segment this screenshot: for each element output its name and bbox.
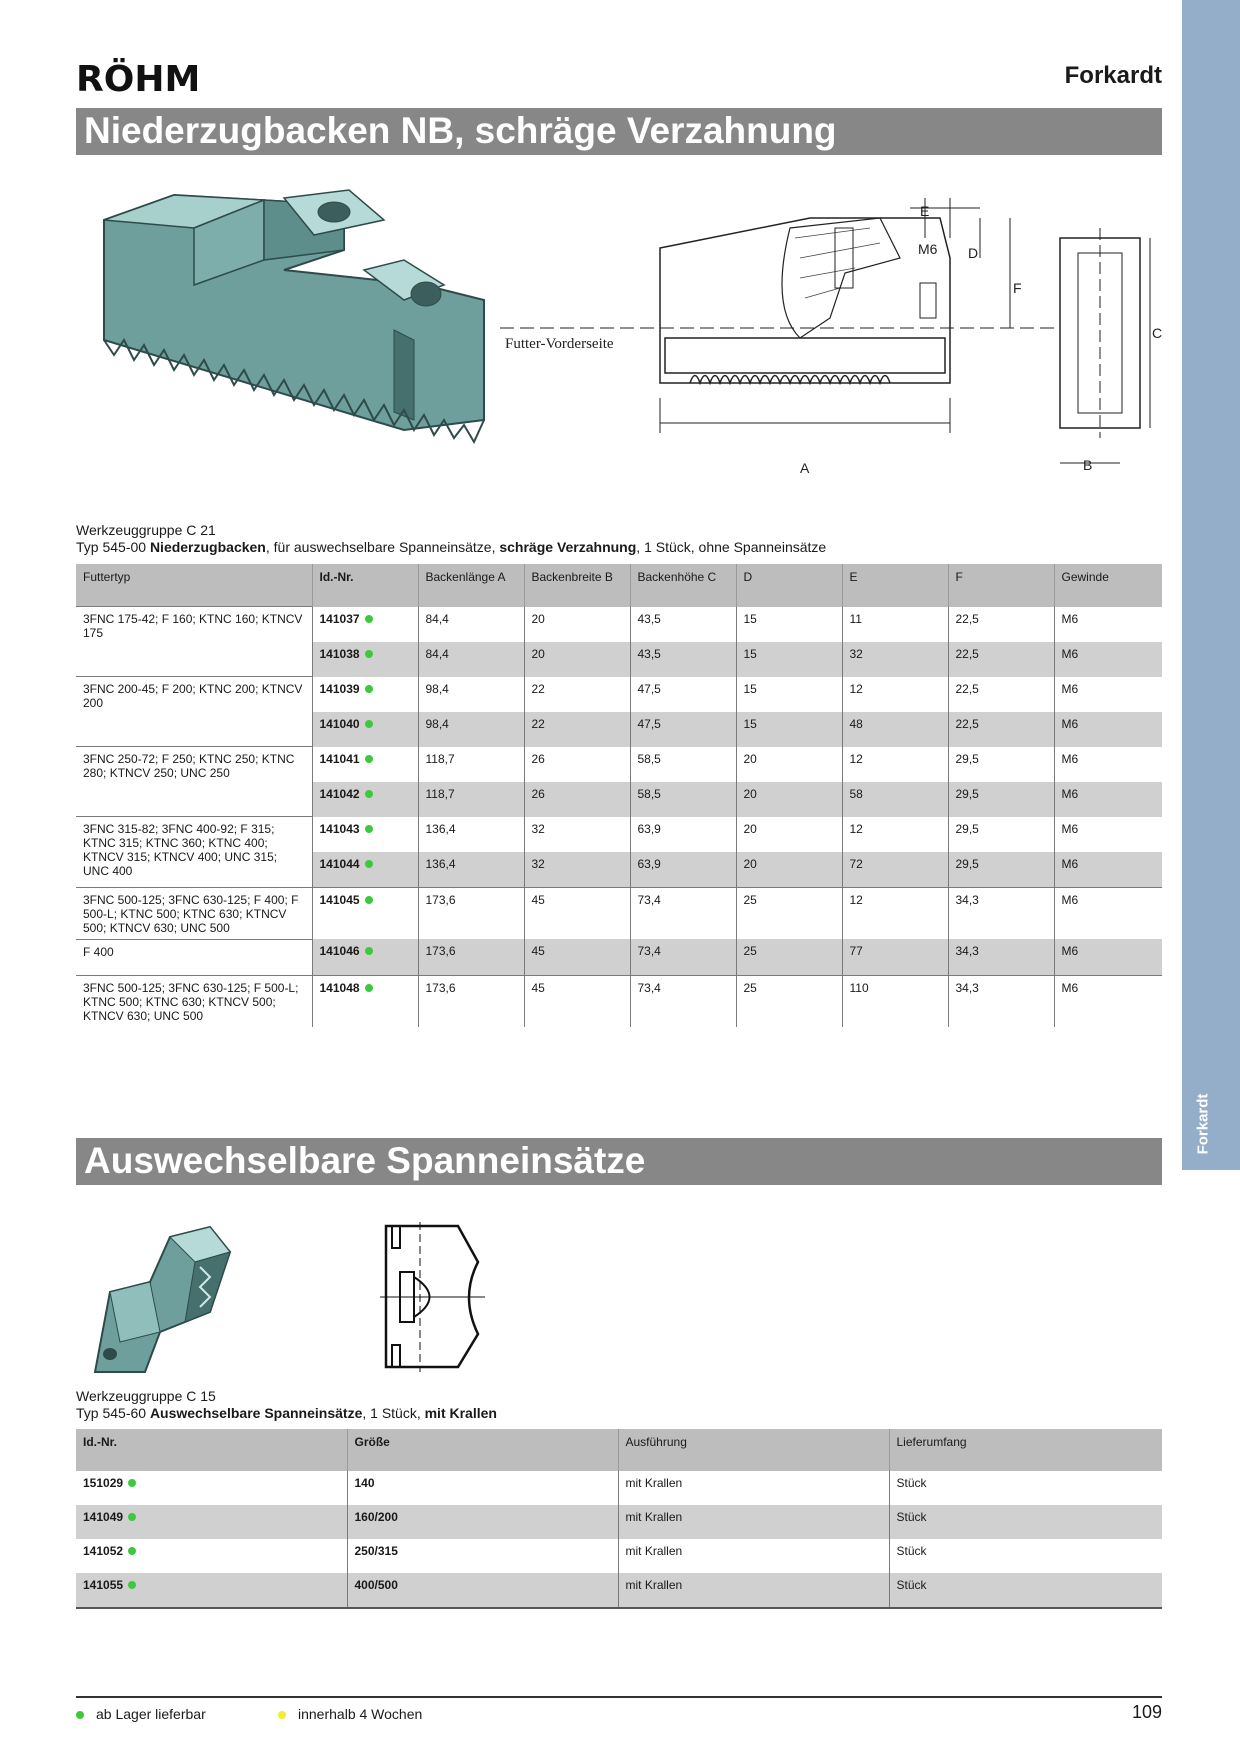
cell-e: 12 — [842, 677, 948, 712]
cell-e: 11 — [842, 607, 948, 642]
cell-thread: M6 — [1061, 751, 1079, 766]
product-image-jaw — [84, 190, 484, 495]
section-title-spanneinsaetze: Auswechselbare Spanneinsätze — [76, 1138, 1162, 1185]
legend-four-weeks: innerhalb 4 Wochen — [278, 1706, 422, 1722]
table-row — [76, 817, 1162, 852]
cell-design: mit Krallen — [618, 1573, 889, 1608]
cell-c: 73,4 — [630, 939, 736, 975]
col-header: Ausführung — [618, 1429, 889, 1471]
cell-chuck-types: 3FNC 500-125; 3FNC 630-125; F 500-L; KTNC 500; KTNC 630; KTNCV 500; KTNCV 630; UNC 500 — [76, 975, 312, 1027]
cell-id: 141044 — [312, 852, 418, 888]
label-dim-b: B — [1083, 457, 1093, 473]
col-header: Futtertyp — [76, 564, 312, 607]
cell-thread: M6 — [1061, 681, 1079, 696]
cell-a: 84,4 — [418, 607, 524, 642]
cell-e: 12 — [842, 817, 948, 852]
cell-thread: M6 — [1054, 642, 1162, 677]
cell-thread: M6 — [1061, 611, 1079, 626]
cell-id: 141052 — [76, 1539, 347, 1573]
availability-dot — [365, 984, 373, 992]
cell-d: 15 — [736, 712, 842, 747]
cell-e: 58 — [842, 782, 948, 817]
label-dim-f: F — [1013, 280, 1022, 296]
cell-size: 250/315 — [347, 1539, 618, 1573]
cell-b: 45 — [524, 939, 630, 975]
cell-d: 15 — [736, 607, 842, 642]
table-row — [76, 677, 1162, 712]
cell-scope: Stück — [889, 1573, 1162, 1608]
availability-dot — [128, 1479, 136, 1487]
table-header-row — [76, 564, 1162, 607]
cell-d: 20 — [736, 747, 842, 782]
cell-thread: M6 — [1054, 852, 1162, 888]
cell-id: 141038 — [312, 642, 418, 677]
cell-c: 73,4 — [630, 975, 736, 1027]
page-number: 109 — [1131, 1702, 1162, 1722]
cell-id: 141041 — [312, 747, 418, 782]
yellow-dot-icon — [278, 1711, 286, 1719]
cell-f: 22,5 — [948, 677, 1054, 712]
cell-a: 136,4 — [418, 852, 524, 888]
cell-e: 77 — [842, 939, 948, 975]
cell-d: 25 — [736, 939, 842, 975]
cell-chuck-types: 3FNC 175-42; F 160; KTNC 160; KTNCV 175 — [76, 607, 312, 677]
cell-id: 141045 — [312, 887, 418, 939]
side-tab-label: Forkardt — [1194, 1093, 1212, 1155]
label-dim-e: E — [920, 203, 930, 219]
availability-dot — [365, 650, 373, 658]
cell-id: 151029 — [76, 1471, 347, 1505]
cell-id: 141040 — [312, 712, 418, 747]
cell-e: 32 — [842, 642, 948, 677]
cell-f: 29,5 — [948, 852, 1054, 888]
cell-size: 400/500 — [347, 1573, 618, 1608]
availability-dot — [365, 896, 373, 904]
cell-d: 20 — [736, 852, 842, 888]
col-header: Id.-Nr. — [76, 1429, 347, 1471]
cell-b: 22 — [524, 712, 630, 747]
cell-c: 47,5 — [630, 712, 736, 747]
cell-id: 141042 — [312, 782, 418, 817]
cell-a: 173,6 — [418, 975, 524, 1027]
cell-design: mit Krallen — [618, 1471, 889, 1505]
cell-chuck-types: 3FNC 250-72; F 250; KTNC 250; KTNC 280; KTNCV 250; UNC 250 — [76, 747, 312, 817]
logo-lettering: RÖHM — [76, 59, 201, 100]
cell-c: 43,5 — [630, 642, 736, 677]
cell-scope: Stück — [896, 1476, 927, 1490]
cell-a: 118,7 — [418, 747, 524, 782]
table-row — [76, 887, 1162, 939]
cell-b: 20 — [524, 642, 630, 677]
cell-id: 141039 — [312, 677, 418, 712]
cell-a: 84,4 — [418, 642, 524, 677]
caption-type-545-60: Typ 545-60 Auswechselbare Spanneinsätze, 1 Stück, mit Krallen — [76, 1405, 497, 1421]
cell-id: 141049 — [76, 1505, 347, 1539]
col-header: Backenhöhe C — [630, 564, 736, 607]
section-title-niederzugbacken: Niederzugbacken NB, schräge Verzahnung — [76, 108, 1162, 155]
table-row — [76, 939, 1162, 975]
green-dot-icon — [76, 1711, 84, 1719]
cell-id: 141043 — [312, 817, 418, 852]
cell-a: 118,7 — [418, 782, 524, 817]
cell-a: 136,4 — [418, 817, 524, 852]
availability-dot — [365, 825, 373, 833]
cell-b: 45 — [524, 887, 630, 939]
cell-b: 20 — [524, 607, 630, 642]
cell-thread: M6 — [1054, 782, 1162, 817]
product-image-insert — [90, 1222, 240, 1377]
cell-thread: M6 — [1061, 821, 1079, 836]
label-dim-c: C — [1152, 325, 1163, 341]
table-niederzugbacken — [76, 564, 1162, 1027]
cell-f: 34,3 — [948, 887, 1054, 939]
col-header: E — [842, 564, 948, 607]
availability-dot — [365, 720, 373, 728]
cell-c: 63,9 — [630, 852, 736, 888]
cell-e: 12 — [842, 887, 948, 939]
cell-c: 58,5 — [630, 782, 736, 817]
label-dim-a: A — [800, 460, 810, 476]
col-header: Gewinde — [1054, 564, 1162, 607]
cell-f: 22,5 — [948, 642, 1054, 677]
cell-id: 141037 — [312, 607, 418, 642]
cell-scope: Stück — [896, 1544, 927, 1558]
cell-thread: M6 — [1054, 939, 1162, 975]
cell-f: 29,5 — [948, 747, 1054, 782]
cell-chuck-types: 3FNC 315-82; 3FNC 400-92; F 315; KTNC 315; KTNC 360; KTNC 400; KTNCV 315; KTNCV 400; UNC 315; UNC 400 — [76, 817, 312, 888]
cell-a: 173,6 — [418, 939, 524, 975]
cell-d: 25 — [736, 975, 842, 1027]
legend-available: ab Lager lieferbar — [76, 1706, 206, 1722]
cell-e: 48 — [842, 712, 948, 747]
cell-d: 15 — [736, 677, 842, 712]
cell-a: 98,4 — [418, 712, 524, 747]
cell-scope: Stück — [889, 1505, 1162, 1539]
table-row — [76, 1573, 1162, 1608]
caption-type-545-00: Typ 545-00 Niederzugbacken, für auswechselbare Spanneinsätze, schräge Verzahnung, 1 Stück, ohne Spanneinsätze — [76, 539, 827, 555]
cell-c: 43,5 — [630, 607, 736, 642]
cell-design: mit Krallen — [618, 1505, 889, 1539]
cell-b: 32 — [524, 852, 630, 888]
side-tab — [1182, 0, 1240, 1170]
cell-e: 12 — [842, 747, 948, 782]
col-header: Backenlänge A — [418, 564, 524, 607]
col-header: Größe — [347, 1429, 618, 1471]
roehm-logo — [76, 58, 212, 99]
availability-dot — [128, 1547, 136, 1555]
cell-b: 45 — [524, 975, 630, 1027]
table-row — [76, 1539, 1162, 1573]
availability-dot — [365, 947, 373, 955]
cell-size: 160/200 — [347, 1505, 618, 1539]
col-header: Id.-Nr. — [312, 564, 418, 607]
col-header: Backenbreite B — [524, 564, 630, 607]
cell-a: 98,4 — [418, 677, 524, 712]
availability-dot — [365, 615, 373, 623]
table-row — [76, 1471, 1162, 1505]
cell-id: 141046 — [312, 939, 418, 975]
cell-a: 173,6 — [418, 887, 524, 939]
table-header-row — [76, 1429, 1162, 1471]
cell-f: 22,5 — [948, 607, 1054, 642]
cell-b: 26 — [524, 747, 630, 782]
table-row — [76, 1505, 1162, 1539]
cell-size: 140 — [347, 1471, 618, 1505]
col-header: Lieferumfang — [889, 1429, 1162, 1471]
availability-dot — [128, 1581, 136, 1589]
cell-c: 63,9 — [630, 817, 736, 852]
cell-design: mit Krallen — [618, 1539, 889, 1573]
caption-group-c21: Werkzeuggruppe C 21 — [76, 522, 216, 538]
cell-chuck-types: 3FNC 500-125; 3FNC 630-125; F 400; F 500-L; KTNC 500; KTNC 630; KTNCV 500; KTNCV 630; UNC 500 — [76, 887, 312, 939]
cell-f: 34,3 — [948, 939, 1054, 975]
cell-d: 20 — [736, 782, 842, 817]
cell-chuck-types: F 400 — [76, 939, 312, 975]
availability-dot — [365, 755, 373, 763]
cell-id: 141048 — [312, 975, 418, 1027]
table-row — [76, 747, 1162, 782]
cell-thread: M6 — [1054, 887, 1162, 939]
cell-d: 20 — [736, 817, 842, 852]
label-thread: M6 — [918, 241, 938, 257]
availability-dot — [365, 790, 373, 798]
cell-thread: M6 — [1054, 712, 1162, 747]
cell-d: 25 — [736, 887, 842, 939]
cell-c: 58,5 — [630, 747, 736, 782]
footer-divider — [76, 1696, 1162, 1698]
cell-d: 15 — [736, 642, 842, 677]
brand-name: Forkardt — [1064, 62, 1162, 89]
caption-group-c15: Werkzeuggruppe C 15 — [76, 1388, 216, 1404]
cell-c: 47,5 — [630, 677, 736, 712]
cell-b: 32 — [524, 817, 630, 852]
cell-e: 72 — [842, 852, 948, 888]
label-dim-d: D — [968, 245, 979, 261]
cell-f: 29,5 — [948, 817, 1054, 852]
technical-drawing-insert — [380, 1222, 490, 1377]
cell-b: 22 — [524, 677, 630, 712]
technical-drawing-jaw — [500, 198, 1163, 488]
cell-f: 22,5 — [948, 712, 1054, 747]
cell-id: 141055 — [76, 1573, 347, 1608]
table-row — [76, 975, 1162, 1027]
table-spanneinsaetze — [76, 1429, 1162, 1609]
availability-dot — [365, 860, 373, 868]
label-front-side: Futter-Vorderseite — [505, 336, 614, 352]
availability-dot — [365, 685, 373, 693]
cell-c: 73,4 — [630, 887, 736, 939]
col-header: F — [948, 564, 1054, 607]
cell-e: 110 — [842, 975, 948, 1027]
cell-thread: M6 — [1054, 975, 1162, 1027]
availability-dot — [128, 1513, 136, 1521]
col-header: D — [736, 564, 842, 607]
cell-b: 26 — [524, 782, 630, 817]
cell-f: 29,5 — [948, 782, 1054, 817]
cell-f: 34,3 — [948, 975, 1054, 1027]
cell-chuck-types: 3FNC 200-45; F 200; KTNC 200; KTNCV 200 — [76, 677, 312, 747]
table-row — [76, 607, 1162, 642]
